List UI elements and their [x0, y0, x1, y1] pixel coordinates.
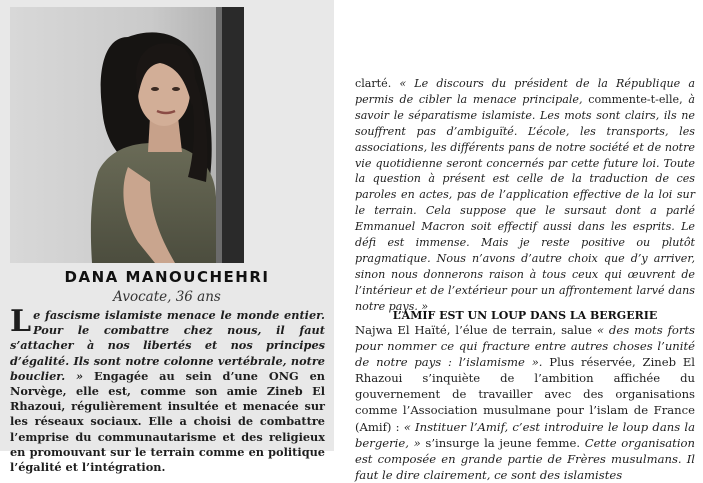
portrait-photo: [10, 7, 244, 263]
profile-body: Engagée au sein d’une ONG en Norvège, elle est, comme son amie Zineb El Rhazoui, régulièrement insultée et menacée sur les réseaux sociaux. Elle a choisi de combattre l’emprise du communautarisme et des religieux en promouvant sur le terrain comme en politique l’égalité et l’intégration.: [10, 368, 325, 475]
para2-quote-3: Cette organisation est composée en grande partie de Frères musulmans. Il faut le dire clairement, ce sont des islamistes: [355, 435, 695, 482]
para1-lead: clarté.: [355, 77, 400, 90]
profile-name: DANA MANOUCHEHRI: [64, 268, 270, 286]
para1-quote: « Le discours du président de la République a permis de cibler la menace principale,: [355, 77, 695, 106]
para1-attribution: commente-t-elle,: [582, 92, 689, 106]
para2-attribution: s’insurge la jeune femme.: [420, 435, 585, 450]
article-paragraph-2: [355, 322, 696, 482]
profile-sidebar: [0, 0, 334, 475]
profile-role: Avocate, 36 ans: [113, 289, 221, 305]
article-paragraph-1: [355, 76, 695, 315]
para2-middle: Plus réservée, Zineb El Rhazoui s’inquiète de l’ambition affichée du gouvernement de travailler avec des organisations comme l’Association musulmane pour l’islam de France (Amif) :: [355, 355, 695, 434]
para2-quote-1: « des mots forts pour nommer ce qui fracture entre autres choses l’unité de notre pays : l’islamisme ».: [355, 323, 696, 370]
para2-quote-2: « Instituer l’Amif, c’est introduire le loup dans la bergerie, »: [355, 419, 695, 450]
portrait-illustration: [10, 7, 244, 263]
para2-intro: Najwa El Haïté, l’élue de terrain, salue: [355, 323, 597, 337]
section-heading: L’AMIF EST UN LOUP DANS LA BERGERIE: [392, 309, 658, 322]
drop-cap: L: [10, 304, 32, 339]
profile-quote: e fascisme islamiste menace le monde entier. Pour le combattre chez nous, il faut s’attacher à nos libertés et nos principes d’égalité. Ils sont notre colonne vertébrale, notre bouclier. »: [10, 308, 325, 383]
para1-quote-continued: à savoir le séparatisme islamiste. Les mots sont clairs, ils ne souffrent pas d’ambiguïté. L’école, les transports, les associations, les différents pans de notre société et de notre vie quotidienne seront concernés par cette future loi. Toute la question à présent est celle de la traduction de ces paroles en actes, pas de l’application effective de la loi sur le terrain. Cela suppose que le sursaut dont a parlé Emmanuel Macron soit effectif aussi dans les esprits. Le défi est immense. Mais je reste positive ou plutôt pragmatique. Nous n’avons d’autre choix que d’y arriver, sinon nous donnerons raison à tous ceux qui œuvrent de l’intérieur et de l’extérieur pour un affrontement larvé dans notre pays. »: [355, 92, 695, 313]
profile-text: [10, 304, 325, 475]
